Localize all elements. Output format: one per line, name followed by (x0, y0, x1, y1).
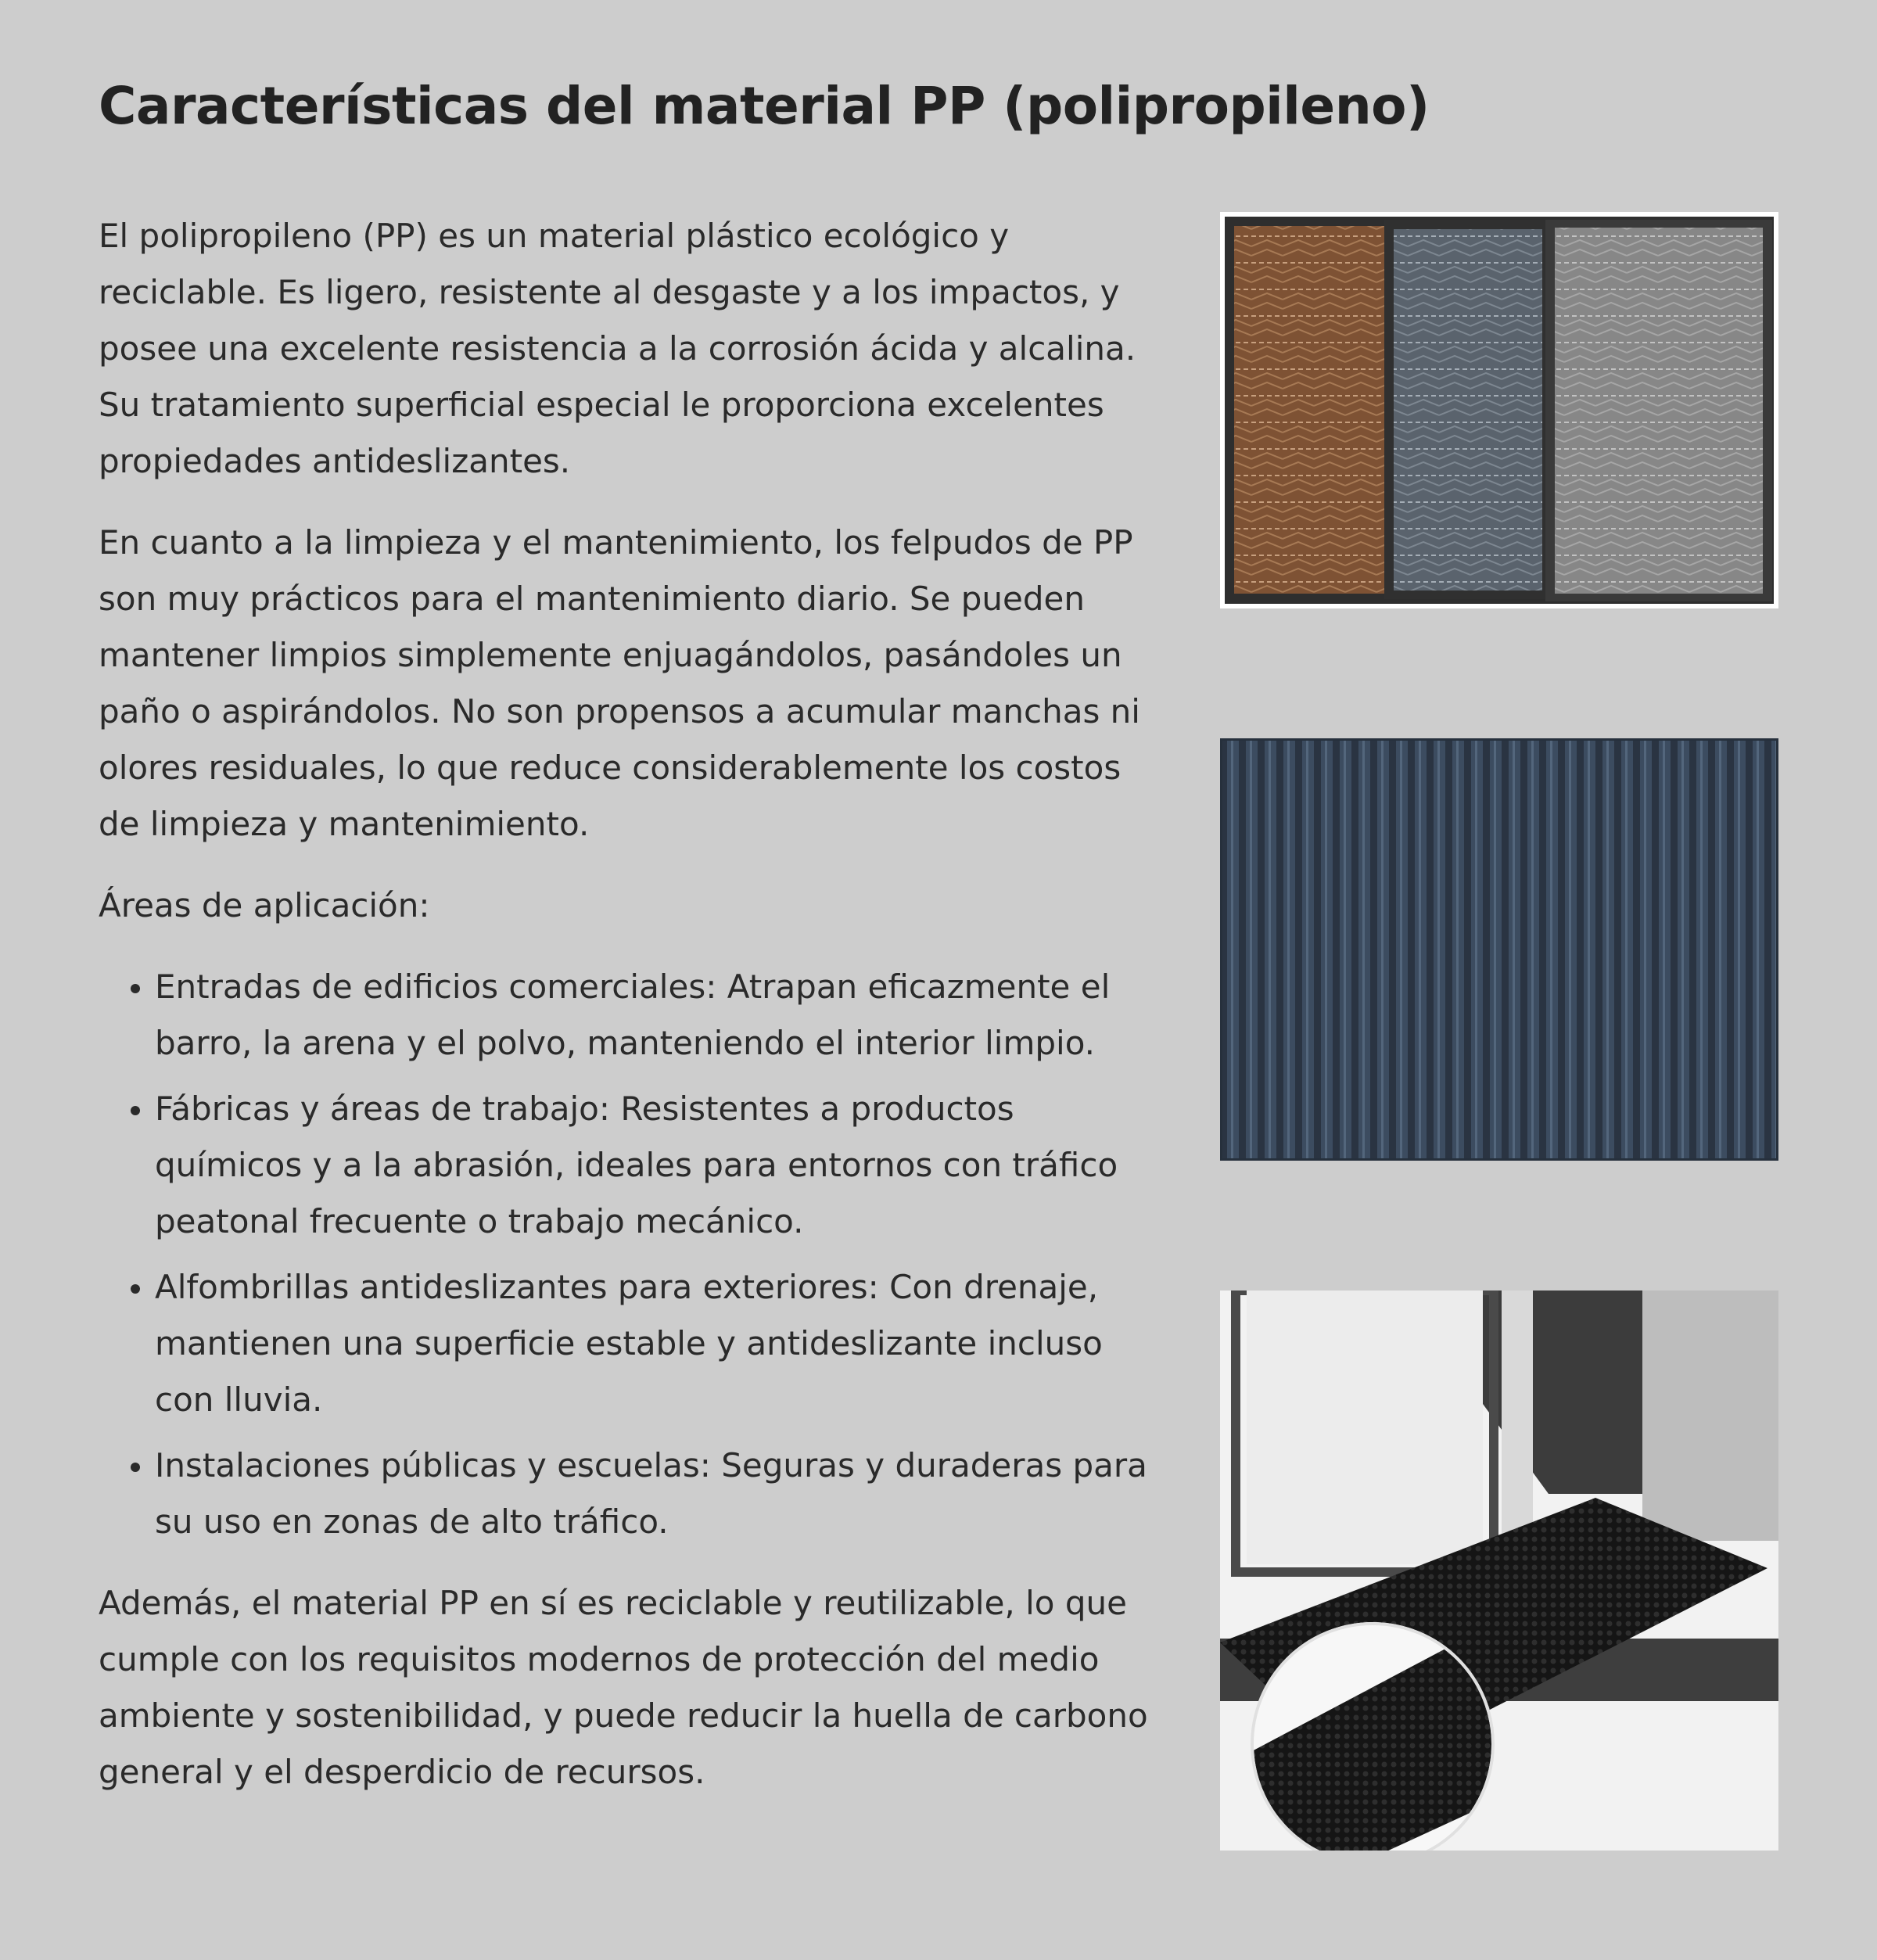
list-item: • Alfombrillas antideslizantes para exteriores: Con drenaje, mantienen una superficie estable y antideslizante incluso con lluvia. (155, 1259, 1170, 1428)
three-mats-image (1220, 212, 1778, 608)
doorway-mat-image (1220, 1291, 1778, 1851)
intro-paragraph: El polipropileno (PP) es un material plástico ecológico y reciclable. Es ligero, resistente al desgaste y a los impactos, y posee una excelente resistencia a la corrosión ácida y alcalina. Su tratamiento superficial especial le proporciona excelentes propiedades antideslizantes. (99, 217, 1136, 480)
list-item: • Instalaciones públicas y escuelas: Seguras y duraderas para su uso en zonas de alto tráfico. (155, 1438, 1170, 1550)
closing-paragraph: Además, el material PP en sí es reciclable y reutilizable, lo que cumple con los requisitos modernos de protección del medio ambiente y sostenibilidad, y puede reducir la huella de carbono general y el desperdicio de recursos. (99, 1584, 1148, 1791)
cleaning-paragraph: En cuanto a la limpieza y el mantenimiento, los felpudos de PP son muy prácticos para el mantenimiento diario. Se pueden mantener limpios simplemente enjuagándolos, pasándoles un paño o aspirándolos. No son propensos a acumular manchas ni olores residuales, lo que reduce considerablemente los costos de limpieza y mantenimiento. (99, 523, 1140, 843)
list-item: • Fábricas y áreas de trabajo: Resistentes a productos químicos y a la abrasión, ideales para entornos con tráfico peatonal frecuente o trabajo mecánico. (155, 1081, 1170, 1250)
list-item: • Entradas de edificios comerciales: Atrapan eficazmente el barro, la arena y el polvo, manteniendo el interior limpio. (155, 959, 1170, 1072)
article-body (99, 208, 1170, 1825)
page-title: Características del material PP (polipropileno) (99, 76, 1430, 136)
ribbed-mat-image (1220, 738, 1778, 1161)
areas-heading: Áreas de aplicación: (99, 886, 430, 924)
application-areas-list (99, 959, 1170, 1550)
